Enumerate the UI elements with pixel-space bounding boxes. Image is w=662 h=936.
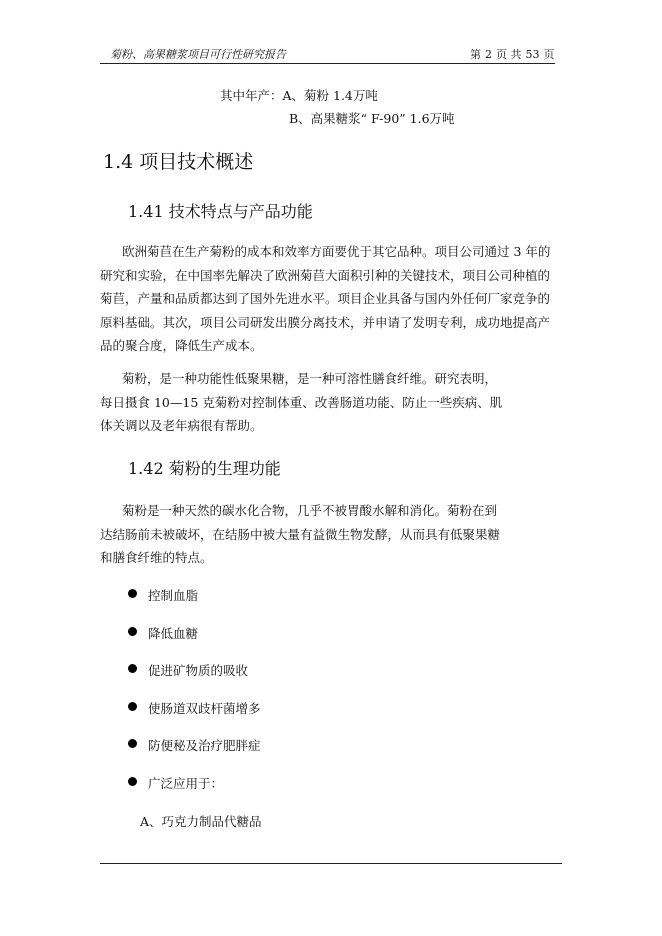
bullet-item: 防便秘及治疗肥胖症	[148, 738, 261, 753]
bullet-icon	[128, 589, 137, 598]
output-line-2: B、高果糖浆“ F-90” 1.6万吨	[289, 111, 455, 126]
bullet-icon	[128, 739, 137, 748]
paragraph-line: 原料基础。其次，项目公司研发出膜分离技术，并申请了发明专利，成功地提高产	[100, 314, 551, 330]
subsection-heading-1-42: 1.42 菊粉的生理功能	[128, 459, 281, 478]
paragraph-line: 研究和实验，在中国率先解决了欧洲菊苣大面积引种的关键技术，项目公司种植的	[100, 267, 551, 283]
output-line-1: 其中年产：A、菊粉 1.4万吨	[220, 88, 378, 103]
paragraph-line: 欧洲菊苣在生产菊粉的成本和效率方面要优于其它品种。项目公司通过 3 年的	[122, 244, 551, 259]
paragraph-tech-features	[100, 240, 550, 358]
paragraph-line: 每日摄食 10—15 克菊粉对控制体重、改善肠道功能、防止一些疾病、肌	[100, 394, 503, 410]
page-mid: 页 共	[496, 48, 522, 61]
paragraph-line: 体关调以及老年病很有帮助。	[100, 418, 263, 433]
subsection-heading-1-41: 1.41 技术特点与产品功能	[128, 202, 313, 221]
bullet-icon	[128, 702, 137, 711]
paragraph-line: 达结肠前未被破坏，在结肠中被大量有益微生物发酵，从而具有低聚果糖	[100, 526, 501, 542]
bullet-item: 降低血糖	[148, 626, 199, 641]
bullet-icon	[128, 777, 137, 786]
header-rule	[100, 63, 555, 64]
page-suffix: 页	[543, 48, 555, 61]
paragraph-line: 和膳食纤维的特点。	[100, 550, 213, 565]
sub-list-item: A、巧克力制品代糖品	[140, 814, 262, 829]
bullet-item: 控制血脂	[148, 588, 199, 603]
header-page-number	[468, 46, 557, 62]
paragraph-inulin-intro	[100, 367, 502, 438]
current-page: 2	[485, 48, 492, 61]
paragraph-line: 菊苣，产量和品质都达到了国外先进水平。项目企业具备与国内外任何厂家竞争的	[100, 291, 551, 306]
paragraph-line: 品的聚合度，降低生产成本。	[100, 338, 263, 353]
paragraph-line: 菊粉是一种天然的碳水化合物，几乎不被胃酸水解和消化。菊粉在到	[122, 503, 498, 518]
section-heading-1-4: 1.4 项目技术概述	[103, 151, 254, 173]
paragraph-physiology	[100, 499, 500, 570]
total-pages: 53	[525, 48, 540, 61]
bullet-icon	[128, 664, 137, 673]
bullet-item: 广泛应用于：	[148, 776, 224, 791]
bullet-item: 使肠道双歧杆菌增多	[148, 701, 261, 716]
footer-rule	[100, 863, 562, 864]
page-prefix: 第	[470, 48, 481, 61]
bullet-item: 促进矿物质的吸收	[148, 663, 249, 678]
header-doc-title: 菊粉、高果糖浆项目可行性研究报告	[110, 48, 286, 61]
bullet-icon	[128, 627, 137, 636]
paragraph-line: 菊粉，是一种功能性低聚果糖，是一种可溶性膳食纤维。研究表明，	[122, 371, 498, 386]
